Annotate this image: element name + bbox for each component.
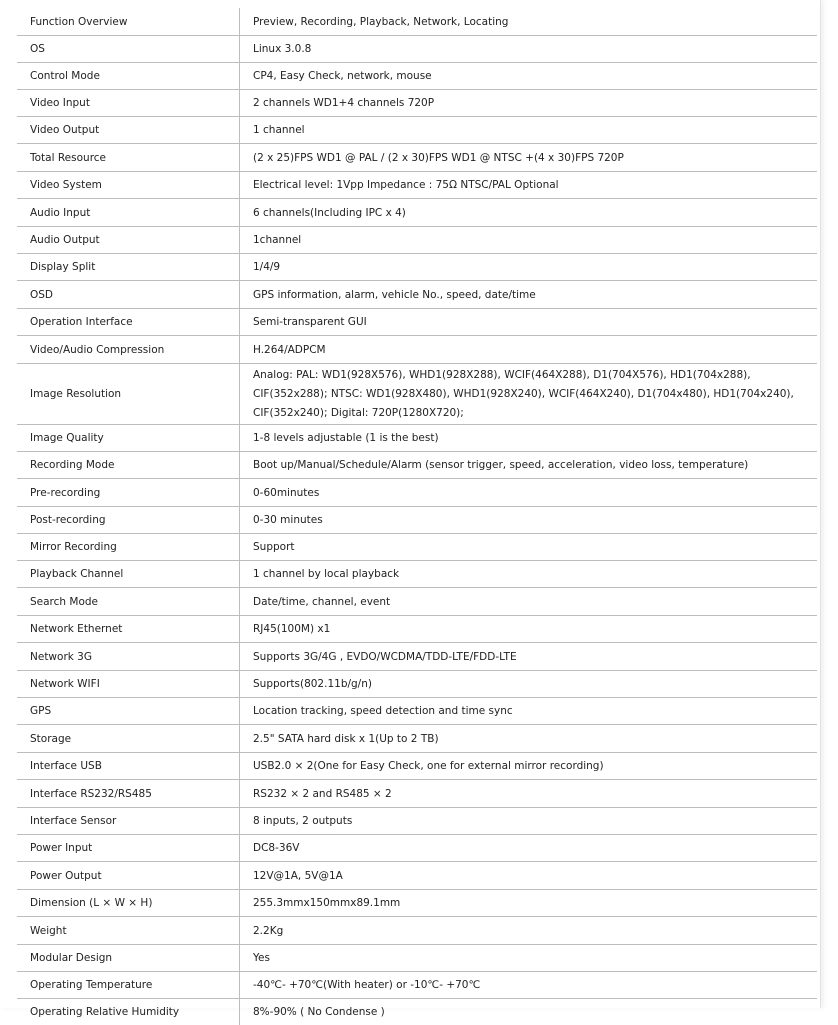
table-row	[17, 425, 817, 452]
spec-value: 8%-90% ( No Condense )	[240, 999, 818, 1025]
spec-name: Video/Audio Compression	[17, 336, 240, 364]
spec-value: 1 channel	[240, 117, 818, 144]
spec-name: Interface RS232/RS485	[17, 780, 240, 808]
spec-value: DC8-36V	[240, 835, 818, 862]
spec-value: Analog: PAL: WD1(928X576), WHD1(928X288), WCIF(464X288), D1(704X576), HD1(704x288), CIF(352x288); NTSC: WD1(928X480), WHD1(928X240), WCIF(464X240), D1(704x480), HD1(704x240), CIF(352x240); Digital: 720P(1280X720);	[240, 364, 818, 425]
spec-value: Electrical level: 1Vpp Impedance : 75Ω NTSC/PAL Optional	[240, 172, 818, 199]
spec-value: 0-60minutes	[240, 479, 818, 507]
spec-value: 1channel	[240, 227, 818, 254]
table-row	[17, 227, 817, 254]
spec-value: 8 inputs, 2 outputs	[240, 808, 818, 835]
spec-name: Recording Mode	[17, 452, 240, 479]
spec-name: Power Output	[17, 862, 240, 890]
spec-value: Semi-transparent GUI	[240, 309, 818, 336]
table-row	[17, 835, 817, 862]
spec-value: RS232 × 2 and RS485 × 2	[240, 780, 818, 808]
table-row	[17, 780, 817, 808]
table-row	[17, 36, 817, 63]
spec-value: Supports(802.11b/g/n)	[240, 671, 818, 698]
spec-value: 2.2Kg	[240, 917, 818, 945]
spec-name: OSD	[17, 281, 240, 309]
spec-name: Function Overview	[17, 8, 240, 36]
table-row	[17, 336, 817, 364]
spec-name: Image Quality	[17, 425, 240, 452]
spec-name: Video Output	[17, 117, 240, 144]
table-row	[17, 753, 817, 780]
spec-value: GPS information, alarm, vehicle No., speed, date/time	[240, 281, 818, 309]
spec-name: Operation Interface	[17, 309, 240, 336]
spec-value: 1 channel by local playback	[240, 561, 818, 588]
table-row	[17, 890, 817, 917]
table-row	[17, 63, 817, 90]
spec-name: Network 3G	[17, 643, 240, 671]
spec-value: CP4, Easy Check, network, mouse	[240, 63, 818, 90]
spec-value: 1-8 levels adjustable (1 is the best)	[240, 425, 818, 452]
table-row	[17, 917, 817, 945]
spec-name: Pre-recording	[17, 479, 240, 507]
spec-name: Operating Relative Humidity	[17, 999, 240, 1025]
spec-name: Display Split	[17, 254, 240, 281]
spec-value: (2 x 25)FPS WD1 @ PAL / (2 x 30)FPS WD1 @ NTSC +(4 x 30)FPS 720P	[240, 144, 818, 172]
spec-name: Network WIFI	[17, 671, 240, 698]
table-row	[17, 281, 817, 309]
spec-value: Preview, Recording, Playback, Network, Locating	[240, 8, 818, 36]
spec-value: Supports 3G/4G , EVDO/WCDMA/TDD-LTE/FDD-LTE	[240, 643, 818, 671]
spec-name: Mirror Recording	[17, 534, 240, 561]
spec-value: Date/time, channel, event	[240, 588, 818, 616]
table-row	[17, 862, 817, 890]
spec-name: OS	[17, 36, 240, 63]
spec-name: Total Resource	[17, 144, 240, 172]
table-row	[17, 452, 817, 479]
table-row	[17, 90, 817, 117]
spec-name: Network Ethernet	[17, 616, 240, 643]
spec-name: Weight	[17, 917, 240, 945]
spec-name: Storage	[17, 725, 240, 753]
spec-name: Dimension (L × W × H)	[17, 890, 240, 917]
table-row	[17, 808, 817, 835]
spec-value: -40℃- +70℃(With heater) or -10℃- +70℃	[240, 972, 818, 999]
spec-value: 2.5" SATA hard disk x 1(Up to 2 TB)	[240, 725, 818, 753]
table-row	[17, 534, 817, 561]
spec-value: Yes	[240, 945, 818, 972]
spec-name: Video Input	[17, 90, 240, 117]
spec-name: Search Mode	[17, 588, 240, 616]
spec-name: Playback Channel	[17, 561, 240, 588]
spec-value: H.264/ADPCM	[240, 336, 818, 364]
table-row	[17, 199, 817, 227]
table-row	[17, 144, 817, 172]
table-row	[17, 725, 817, 753]
spec-name: GPS	[17, 698, 240, 725]
table-row	[17, 671, 817, 698]
spec-value: RJ45(100M) x1	[240, 616, 818, 643]
table-row	[17, 616, 817, 643]
spec-name: Audio Output	[17, 227, 240, 254]
spec-value: 2 channels WD1+4 channels 720P	[240, 90, 818, 117]
table-row	[17, 588, 817, 616]
spec-name: Modular Design	[17, 945, 240, 972]
table-row	[17, 364, 817, 425]
spec-value: 12V@1A, 5V@1A	[240, 862, 818, 890]
table-row	[17, 561, 817, 588]
spec-name: Post-recording	[17, 507, 240, 534]
spec-name: Interface USB	[17, 753, 240, 780]
spec-name: Interface Sensor	[17, 808, 240, 835]
spec-value: 255.3mmx150mmx89.1mm	[240, 890, 818, 917]
table-row	[17, 172, 817, 199]
spec-value: 1/4/9	[240, 254, 818, 281]
table-row	[17, 309, 817, 336]
table-row	[17, 945, 817, 972]
table-row	[17, 117, 817, 144]
spec-name: Power Input	[17, 835, 240, 862]
spec-name: Audio Input	[17, 199, 240, 227]
spec-value: Boot up/Manual/Schedule/Alarm (sensor trigger, speed, acceleration, video loss, temperature)	[240, 452, 818, 479]
spec-name: Video System	[17, 172, 240, 199]
table-row	[17, 479, 817, 507]
spec-value: Location tracking, speed detection and time sync	[240, 698, 818, 725]
spec-value: Support	[240, 534, 818, 561]
table-row	[17, 8, 817, 36]
spec-value: 0-30 minutes	[240, 507, 818, 534]
spec-value: Linux 3.0.8	[240, 36, 818, 63]
table-row	[17, 254, 817, 281]
spec-value: 6 channels(Including IPC x 4)	[240, 199, 818, 227]
table-row	[17, 999, 817, 1025]
table-row	[17, 507, 817, 534]
spec-value: USB2.0 × 2(One for Easy Check, one for external mirror recording)	[240, 753, 818, 780]
spec-name: Control Mode	[17, 63, 240, 90]
spec-name: Operating Temperature	[17, 972, 240, 999]
spec-name: Image Resolution	[17, 364, 240, 425]
table-row	[17, 698, 817, 725]
table-row	[17, 643, 817, 671]
table-row	[17, 972, 817, 999]
spec-table	[17, 8, 817, 1025]
